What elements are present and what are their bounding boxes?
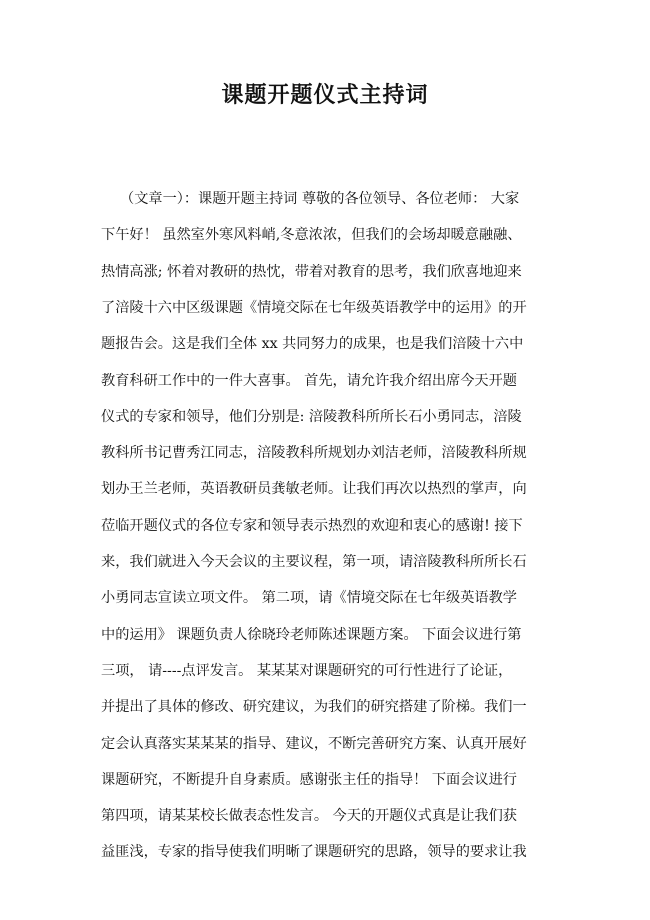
body-line: 并提出了具体的修改、研究建议，为我们的研究搭建了阶梯。我们一 [101, 699, 527, 716]
body-line: 中的运用》 课题负责人徐晓玲老师陈述课题方案。 下面会议进行第 [101, 626, 522, 643]
body-line: 热情高涨; 怀着对教研的热忱，带着对教育的思考，我们欣喜地迎来 [101, 263, 522, 280]
body-line: 教育科研工作中的一件大喜事。 首先，请允许我介绍出席今天开题 [101, 372, 517, 389]
body-line: 课题研究，不断提升自身素质。感谢张主任的指导！ 下面会议进行 [101, 771, 517, 788]
body-line: 了涪陵十六中区级课题《情境交际在七年级英语教学中的运用》的开 [101, 299, 527, 316]
body-line: 定会认真落实某某某的指导、建议，不断完善研究方案、认真开展好 [101, 735, 527, 752]
body-line: 莅临开题仪式的各位专家和领导表示热烈的欢迎和衷心的感谢! 接下 [101, 517, 523, 534]
body-line: 三项， 请----点评发言。 某某某对课题研究的可行性进行了论证， [101, 662, 513, 679]
body-line: 划办王兰老师，英语教研员龚敏老师。让我们再次以热烈的掌声，向 [101, 481, 527, 498]
body-line: 来，我们就进入今天会议的主要议程，第一项，请涪陵教科所所长石 [101, 554, 527, 570]
body-line: 益匪浅，专家的指导使我们明晰了课题研究的思路，领导的要求让我 [101, 844, 527, 861]
document-title: 课题开题仪式主持词 [221, 83, 429, 108]
body-line: 题报告会。这是我们全体 xx 共同努力的成果，也是我们涪陵十六中 [101, 336, 524, 353]
body-line: 第四项，请某某校长做表态性发言。 今天的开题仪式真是让我们获 [101, 808, 517, 825]
body-line: （文章一）：课题开题主持词 尊敬的各位领导、各位老师： 大家 [120, 191, 520, 207]
body-line: 小勇同志宣读立项文件。 第二项，请《情境交际在七年级英语教学 [101, 590, 517, 607]
body-line: 教科所书记曹秀江同志，涪陵教科所规划办刘洁老师，涪陵教科所规 [101, 445, 527, 462]
body-line: 仪式的专家和领导，他们分别是: 涪陵教科所所长石小勇同志，涪陵 [101, 408, 522, 425]
body-line: 下午好！ 虽然室外寒风料峭,冬意浓浓，但我们的会场却暖意融融、 [101, 227, 522, 244]
